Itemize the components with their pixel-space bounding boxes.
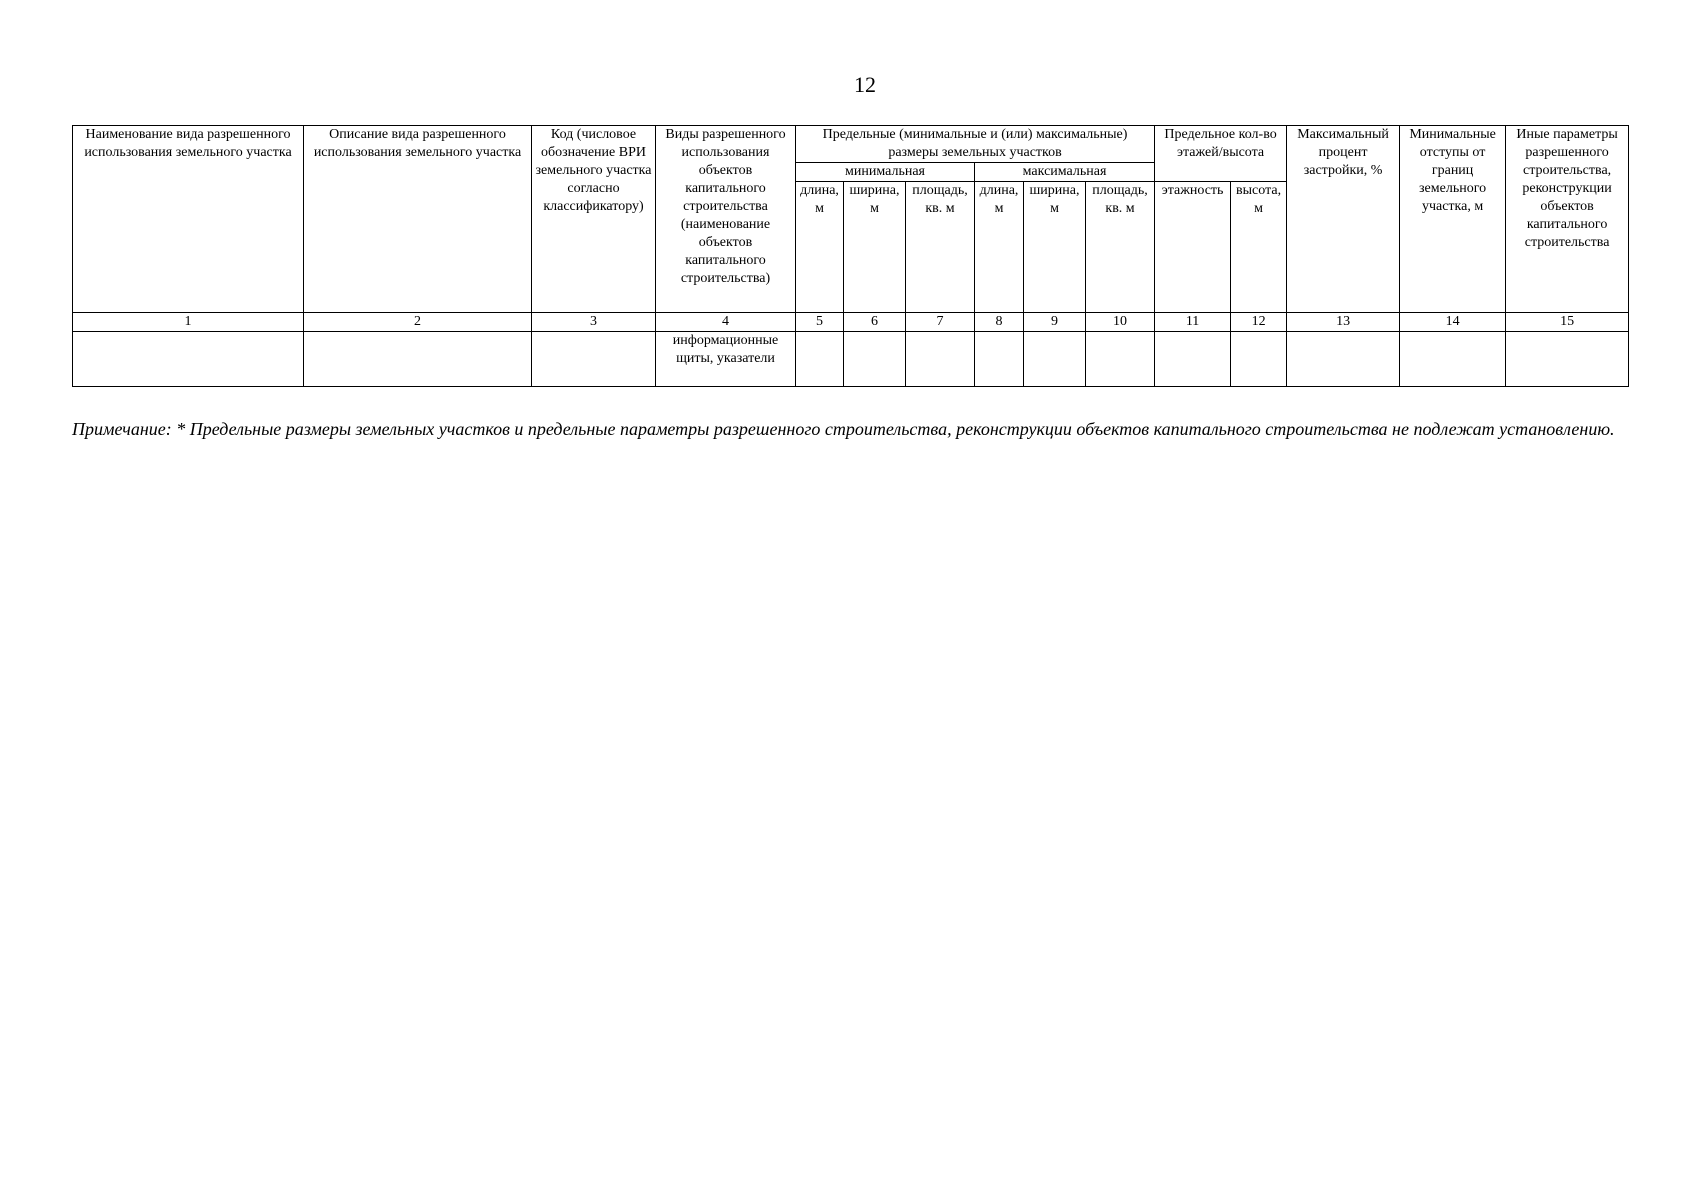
table-cell bbox=[532, 332, 656, 387]
land-use-table bbox=[72, 125, 1629, 387]
header-min-length: длина, м bbox=[796, 182, 844, 313]
column-number: 6 bbox=[844, 313, 906, 332]
column-number: 9 bbox=[1024, 313, 1086, 332]
header-col-4: Виды разрешенного использования объектов капитального строительства (наименование объектов капитального строительства) bbox=[656, 126, 796, 313]
header-min-width: ширина, м bbox=[844, 182, 906, 313]
column-number: 14 bbox=[1400, 313, 1506, 332]
column-number: 5 bbox=[796, 313, 844, 332]
header-col-1: Наименование вида разрешенного использования земельного участка bbox=[73, 126, 304, 313]
header-max-length: длина, м bbox=[975, 182, 1024, 313]
header-col-3: Код (числовое обозначение ВРИ земельного участка согласно классификатору) bbox=[532, 126, 656, 313]
table-cell bbox=[1024, 332, 1086, 387]
table-cell bbox=[73, 332, 304, 387]
page-number: 12 bbox=[854, 72, 876, 97]
column-number: 1 bbox=[73, 313, 304, 332]
header-col-14: Минимальные отступы от границ земельного участка, м bbox=[1400, 126, 1506, 313]
table-cell bbox=[1086, 332, 1155, 387]
column-number: 3 bbox=[532, 313, 656, 332]
header-max-group: максимальная bbox=[975, 163, 1155, 182]
table-cell bbox=[304, 332, 532, 387]
header-min-group: минимальная bbox=[796, 163, 975, 182]
header-col-2: Описание вида разрешенного использования земельного участка bbox=[304, 126, 532, 313]
table-cell bbox=[796, 332, 844, 387]
header-sizes-group: Предельные (минимальные и (или) максимальные) размеры земельных участков bbox=[796, 126, 1155, 163]
column-number: 15 bbox=[1506, 313, 1629, 332]
header-col-13: Максимальный процент застройки, % bbox=[1287, 126, 1400, 313]
header-height: высота, м bbox=[1231, 182, 1287, 313]
column-number: 7 bbox=[906, 313, 975, 332]
column-number-row bbox=[73, 313, 1629, 332]
column-number: 12 bbox=[1231, 313, 1287, 332]
footnote: Примечание: * Предельные размеры земельных участков и предельные параметры разрешенного строительства, реконструкции объектов капитального строительства не подлежат установлению. bbox=[72, 419, 1615, 439]
column-number: 11 bbox=[1155, 313, 1231, 332]
table-cell bbox=[1231, 332, 1287, 387]
header-floors-group: Предельное кол-во этажей/высота bbox=[1155, 126, 1287, 182]
header-min-area: площадь, кв. м bbox=[906, 182, 975, 313]
column-number: 8 bbox=[975, 313, 1024, 332]
table-cell: информационные щиты, указатели bbox=[656, 332, 796, 387]
column-number: 4 bbox=[656, 313, 796, 332]
table-cell bbox=[1400, 332, 1506, 387]
column-number: 10 bbox=[1086, 313, 1155, 332]
table-cell bbox=[975, 332, 1024, 387]
header-max-width: ширина, м bbox=[1024, 182, 1086, 313]
header-col-15: Иные параметры разрешенного строительства, реконструкции объектов капитального строительства bbox=[1506, 126, 1629, 313]
column-number: 13 bbox=[1287, 313, 1400, 332]
table-cell bbox=[1155, 332, 1231, 387]
header-floors: этажность bbox=[1155, 182, 1231, 313]
table-cell bbox=[844, 332, 906, 387]
column-number: 2 bbox=[304, 313, 532, 332]
header-max-area: площадь, кв. м bbox=[1086, 182, 1155, 313]
table-row bbox=[73, 332, 1629, 387]
table-cell bbox=[906, 332, 975, 387]
table-cell bbox=[1287, 332, 1400, 387]
table-cell bbox=[1506, 332, 1629, 387]
